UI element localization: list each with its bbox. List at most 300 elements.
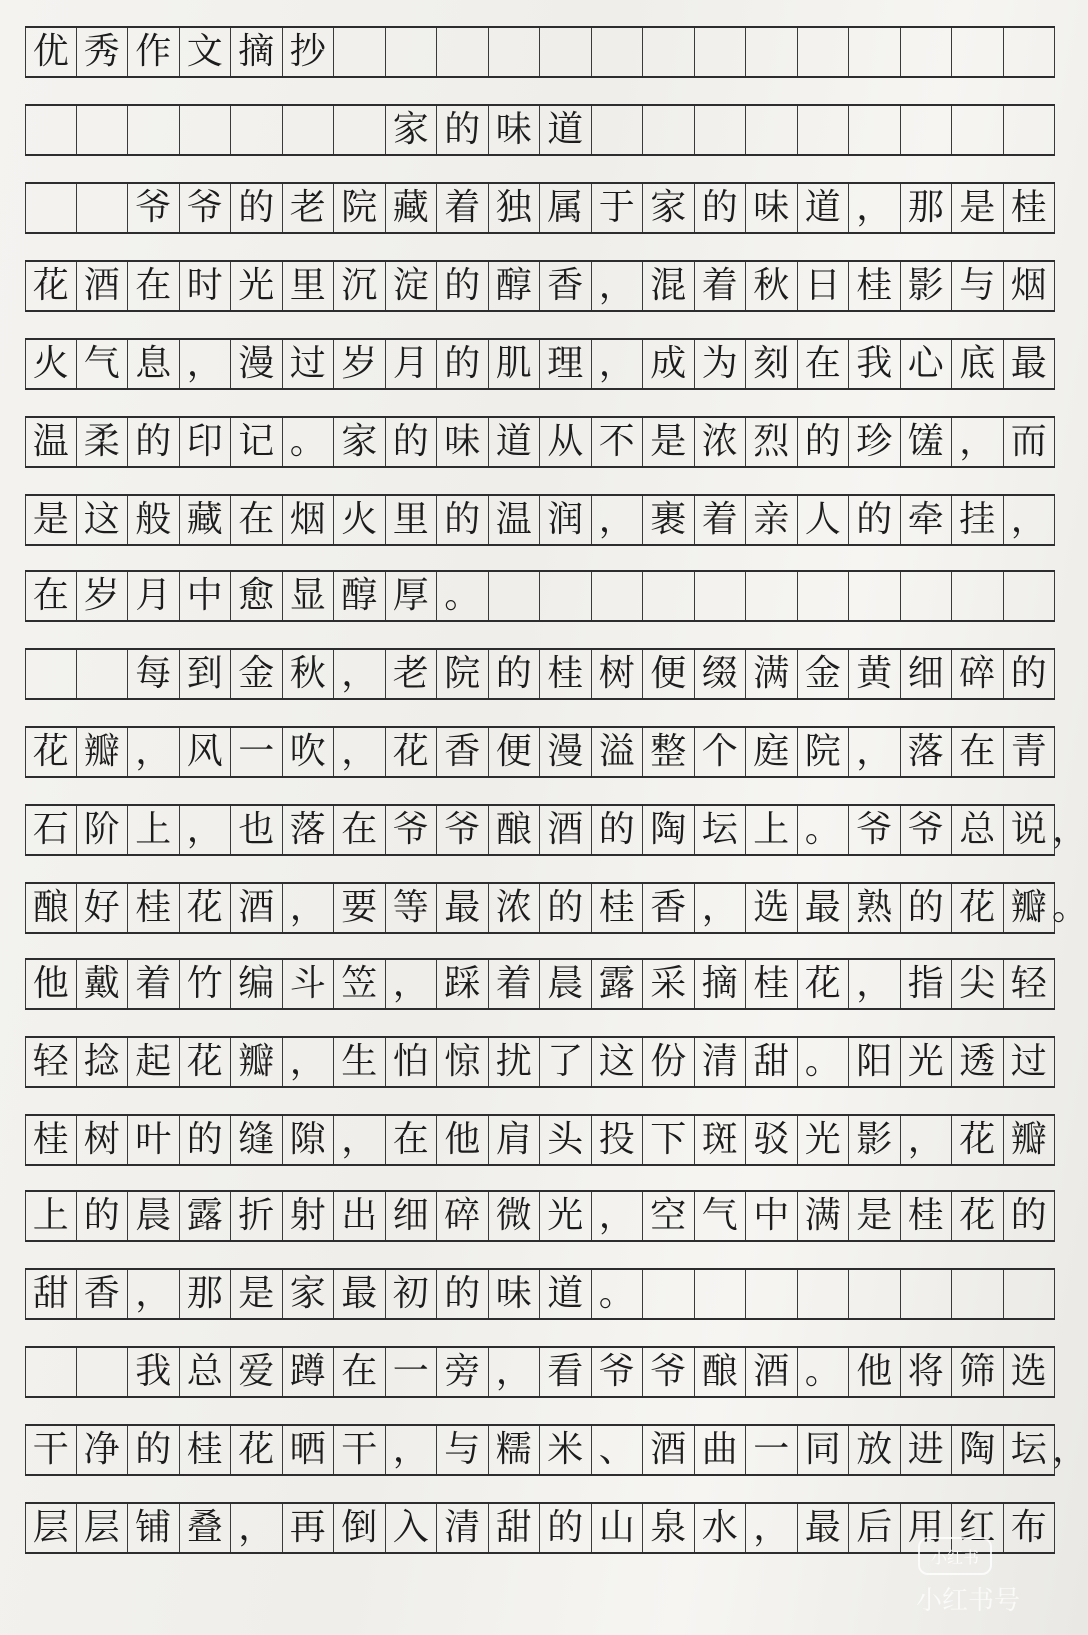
grid-cell: ，	[695, 884, 747, 932]
grid-cell: 晒	[283, 1426, 335, 1474]
grid-cell: 理	[540, 340, 592, 388]
grid-cell	[798, 28, 850, 76]
grid-cell: 的	[437, 262, 489, 310]
grid-cell: 院	[437, 650, 489, 698]
grid-cell: 甜	[746, 1038, 798, 1086]
grid-cell: 放	[849, 1426, 901, 1474]
grid-cell: 了	[540, 1038, 592, 1086]
grid-cell: 香	[540, 262, 592, 310]
grid-cell: 石	[25, 806, 77, 854]
grid-cell: 的	[231, 184, 283, 232]
grid-cell: 叠	[180, 1504, 232, 1552]
text-row	[25, 416, 1055, 468]
grid-cell: 的	[1004, 1192, 1056, 1240]
grid-cell: 肩	[489, 1116, 541, 1164]
grid-cell: ，	[334, 1116, 386, 1164]
grid-cell: 文	[180, 28, 232, 76]
grid-cell	[952, 106, 1004, 154]
grid-cell: 曲	[695, 1426, 747, 1474]
grid-cell: 着	[695, 262, 747, 310]
grid-cell: 花	[952, 884, 1004, 932]
grid-cell	[746, 106, 798, 154]
grid-cell: 沉	[334, 262, 386, 310]
grid-cell: 味	[437, 418, 489, 466]
grid-cell: 的	[128, 418, 180, 466]
grid-cell: 瓣	[77, 728, 129, 776]
watermark-logo: 小红书	[918, 1537, 992, 1575]
grid-cell: ，	[849, 960, 901, 1008]
grid-cell	[952, 1270, 1004, 1318]
overflow-punctuation: ，	[1052, 809, 1088, 850]
grid-cell: ，	[1004, 496, 1056, 544]
grid-cell: 树	[77, 1116, 129, 1164]
grid-cell: 选	[746, 884, 798, 932]
grid-cell: 桂	[180, 1426, 232, 1474]
grid-cell: 是	[25, 496, 77, 544]
grid-cell: 温	[25, 418, 77, 466]
grid-cell	[1004, 28, 1056, 76]
grid-cell	[643, 106, 695, 154]
text-row	[25, 1190, 1055, 1242]
grid-cell: 爷	[849, 806, 901, 854]
grid-cell: 院	[334, 184, 386, 232]
grid-cell: 花	[180, 884, 232, 932]
grid-cell	[901, 106, 953, 154]
grid-cell: 酒	[746, 1348, 798, 1396]
grid-cell: 味	[489, 106, 541, 154]
grid-cell	[952, 28, 1004, 76]
grid-cell: 抄	[283, 28, 335, 76]
grid-cell	[334, 106, 386, 154]
grid-cell: 而	[1004, 418, 1056, 466]
grid-cell: 老	[386, 650, 438, 698]
grid-cell: 红	[952, 1504, 1004, 1552]
grid-cell: 的	[592, 806, 644, 854]
grid-cell	[1004, 106, 1056, 154]
watermark-text: 小红书号	[915, 1585, 1020, 1615]
grid-cell: ，	[901, 1116, 953, 1164]
grid-cell: 光	[540, 1192, 592, 1240]
grid-cell: 后	[849, 1504, 901, 1552]
grid-cell: 淀	[386, 262, 438, 310]
grid-cell: ，	[489, 1348, 541, 1396]
grid-cell: ，	[334, 728, 386, 776]
grid-cell: 于	[592, 184, 644, 232]
grid-cell: 倒	[334, 1504, 386, 1552]
grid-cell: 熟	[849, 884, 901, 932]
grid-cell: 中	[180, 572, 232, 620]
grid-cell: 、	[592, 1426, 644, 1474]
grid-cell: 晨	[540, 960, 592, 1008]
grid-cell: 总	[180, 1348, 232, 1396]
grid-cell: 到	[180, 650, 232, 698]
grid-cell: 醇	[334, 572, 386, 620]
grid-cell: 亲	[746, 496, 798, 544]
grid-cell: 这	[77, 496, 129, 544]
grid-cell	[540, 572, 592, 620]
grid-cell: 同	[798, 1426, 850, 1474]
grid-cell: 在	[334, 806, 386, 854]
grid-cell	[849, 28, 901, 76]
grid-cell: 缀	[695, 650, 747, 698]
grid-cell: 好	[77, 884, 129, 932]
grid-cell	[283, 106, 335, 154]
grid-cell: 那	[901, 184, 953, 232]
grid-cell: 最	[798, 1504, 850, 1552]
grid-cell: 溢	[592, 728, 644, 776]
grid-cell: 上	[25, 1192, 77, 1240]
grid-cell: 。	[592, 1270, 644, 1318]
grid-cell: 花	[25, 262, 77, 310]
grid-cell: 一	[231, 728, 283, 776]
grid-cell: 在	[25, 572, 77, 620]
grid-cell: 生	[334, 1038, 386, 1086]
grid-cell: 头	[540, 1116, 592, 1164]
grid-cell	[128, 106, 180, 154]
grid-cell: 味	[746, 184, 798, 232]
grid-cell: 桂	[1004, 184, 1056, 232]
grid-cell: 花	[952, 1192, 1004, 1240]
grid-cell: 秋	[746, 262, 798, 310]
grid-cell: 珍	[849, 418, 901, 466]
grid-cell: 烈	[746, 418, 798, 466]
grid-cell: 糯	[489, 1426, 541, 1474]
grid-cell: 再	[283, 1504, 335, 1552]
grid-cell: 优	[25, 28, 77, 76]
grid-cell: 底	[952, 340, 1004, 388]
grid-cell: 爷	[180, 184, 232, 232]
grid-cell	[25, 1348, 77, 1396]
grid-cell	[695, 106, 747, 154]
grid-cell: 酿	[489, 806, 541, 854]
grid-cell: 桂	[128, 884, 180, 932]
grid-cell: 爷	[386, 806, 438, 854]
grid-cell: ，	[283, 884, 335, 932]
grid-cell: 成	[643, 340, 695, 388]
grid-cell: ，	[180, 340, 232, 388]
grid-cell: 家	[334, 418, 386, 466]
grid-cell: 润	[540, 496, 592, 544]
text-row	[25, 726, 1055, 778]
grid-cell: 细	[386, 1192, 438, 1240]
grid-cell: ，	[746, 1504, 798, 1552]
grid-cell: 漫	[231, 340, 283, 388]
grid-cell: 属	[540, 184, 592, 232]
grid-cell: 将	[901, 1348, 953, 1396]
grid-cell: 桂	[746, 960, 798, 1008]
grid-cell: 岁	[77, 572, 129, 620]
grid-cell: 浓	[695, 418, 747, 466]
grid-cell: 青	[1004, 728, 1056, 776]
grid-cell: 挂	[952, 496, 1004, 544]
grid-cell: 爷	[437, 806, 489, 854]
grid-cell: 院	[798, 728, 850, 776]
grid-cell: 光	[901, 1038, 953, 1086]
grid-cell: 的	[386, 418, 438, 466]
text-row	[25, 958, 1055, 1010]
grid-cell: 人	[798, 496, 850, 544]
grid-cell: 筛	[952, 1348, 1004, 1396]
grid-cell: 我	[128, 1348, 180, 1396]
grid-cell: 选	[1004, 1348, 1056, 1396]
grid-cell: 碎	[437, 1192, 489, 1240]
grid-cell: 净	[77, 1426, 129, 1474]
grid-cell	[540, 28, 592, 76]
grid-cell	[334, 28, 386, 76]
grid-cell: ，	[180, 806, 232, 854]
grid-cell: 每	[128, 650, 180, 698]
grid-cell: 甜	[489, 1504, 541, 1552]
grid-cell: 柔	[77, 418, 129, 466]
grid-cell: 爷	[128, 184, 180, 232]
grid-cell: 阶	[77, 806, 129, 854]
grid-cell: 道	[540, 106, 592, 154]
grid-cell: 。	[798, 1038, 850, 1086]
grid-cell: 火	[25, 340, 77, 388]
grid-cell: 不	[592, 418, 644, 466]
grid-cell: 爱	[231, 1348, 283, 1396]
grid-cell: 桂	[849, 262, 901, 310]
grid-cell: ，	[334, 650, 386, 698]
grid-cell: 戴	[77, 960, 129, 1008]
grid-cell: 印	[180, 418, 232, 466]
grid-cell: 。	[798, 1348, 850, 1396]
grid-cell	[77, 184, 129, 232]
grid-cell: 显	[283, 572, 335, 620]
grid-cell	[25, 106, 77, 154]
grid-cell: 清	[695, 1038, 747, 1086]
grid-cell: 酒	[231, 884, 283, 932]
grid-cell: ，	[592, 340, 644, 388]
grid-cell: 花	[25, 728, 77, 776]
grid-cell: 月	[386, 340, 438, 388]
grid-cell: 便	[489, 728, 541, 776]
grid-cell: 在	[334, 1348, 386, 1396]
grid-cell: 水	[695, 1504, 747, 1552]
grid-cell: 的	[849, 496, 901, 544]
grid-cell: 醇	[489, 262, 541, 310]
grid-cell: 烟	[283, 496, 335, 544]
grid-cell	[25, 650, 77, 698]
grid-cell: 最	[334, 1270, 386, 1318]
grid-cell: 秋	[283, 650, 335, 698]
grid-cell: 月	[128, 572, 180, 620]
text-row	[25, 1036, 1055, 1088]
grid-cell: 甜	[25, 1270, 77, 1318]
grid-cell: 混	[643, 262, 695, 310]
grid-cell: 米	[540, 1426, 592, 1474]
grid-cell	[592, 106, 644, 154]
grid-cell: 是	[231, 1270, 283, 1318]
grid-cell: ，	[592, 496, 644, 544]
grid-cell: 一	[746, 1426, 798, 1474]
grid-cell: 的	[901, 884, 953, 932]
grid-cell: 干	[25, 1426, 77, 1474]
grid-cell: 酒	[540, 806, 592, 854]
grid-cell	[25, 184, 77, 232]
grid-cell: 用	[901, 1504, 953, 1552]
grid-cell: 碎	[952, 650, 1004, 698]
text-row	[25, 804, 1055, 856]
text-row	[25, 1114, 1055, 1166]
grid-cell: 的	[128, 1426, 180, 1474]
grid-cell: 陶	[643, 806, 695, 854]
grid-cell: 花	[798, 960, 850, 1008]
grid-cell: 息	[128, 340, 180, 388]
grid-cell: 光	[798, 1116, 850, 1164]
grid-cell: 家	[643, 184, 695, 232]
grid-cell: 藏	[386, 184, 438, 232]
grid-cell: 庭	[746, 728, 798, 776]
grid-cell: 笠	[334, 960, 386, 1008]
grid-cell: 坛	[1004, 1426, 1056, 1474]
grid-cell: 花	[386, 728, 438, 776]
text-row	[25, 882, 1055, 934]
grid-cell	[592, 28, 644, 76]
grid-cell: 铺	[128, 1504, 180, 1552]
grid-cell: 里	[386, 496, 438, 544]
grid-cell: 在	[952, 728, 1004, 776]
grid-cell: 他	[25, 960, 77, 1008]
grid-cell: 爷	[901, 806, 953, 854]
grid-cell: 也	[231, 806, 283, 854]
grid-cell: 干	[334, 1426, 386, 1474]
grid-cell: 气	[695, 1192, 747, 1240]
grid-cell	[1004, 1270, 1056, 1318]
grid-cell: 爷	[643, 1348, 695, 1396]
grid-cell	[901, 28, 953, 76]
grid-cell	[798, 1270, 850, 1318]
grid-cell	[849, 106, 901, 154]
grid-cell	[437, 28, 489, 76]
grid-cell: 坛	[695, 806, 747, 854]
grid-cell: 在	[128, 262, 180, 310]
grid-cell: 影	[901, 262, 953, 310]
grid-cell: 桂	[901, 1192, 953, 1240]
grid-cell: 在	[231, 496, 283, 544]
grid-cell: 便	[643, 650, 695, 698]
grid-cell	[489, 28, 541, 76]
grid-cell: 尖	[952, 960, 1004, 1008]
grid-cell: 空	[643, 1192, 695, 1240]
grid-cell: ，	[386, 960, 438, 1008]
grid-cell	[798, 106, 850, 154]
grid-cell: 酿	[695, 1348, 747, 1396]
grid-cell: 一	[386, 1348, 438, 1396]
grid-cell: 看	[540, 1348, 592, 1396]
grid-cell	[746, 28, 798, 76]
grid-cell: 家	[386, 106, 438, 154]
grid-cell: 山	[592, 1504, 644, 1552]
grid-cell: 香	[437, 728, 489, 776]
grid-cell: 秀	[77, 28, 129, 76]
grid-cell: 气	[77, 340, 129, 388]
grid-cell	[849, 1270, 901, 1318]
grid-cell: 爷	[592, 1348, 644, 1396]
grid-cell: 花	[231, 1426, 283, 1474]
grid-cell: 酒	[643, 1426, 695, 1474]
text-row	[25, 260, 1055, 312]
grid-cell: 道	[489, 418, 541, 466]
grid-cell: 岁	[334, 340, 386, 388]
grid-cell: 厚	[386, 572, 438, 620]
grid-cell: 我	[849, 340, 901, 388]
grid-cell: 藏	[180, 496, 232, 544]
grid-cell: 最	[437, 884, 489, 932]
grid-cell: 金	[231, 650, 283, 698]
grid-cell: 温	[489, 496, 541, 544]
grid-cell: 花	[952, 1116, 1004, 1164]
grid-cell	[901, 572, 953, 620]
grid-cell: 瓣	[1004, 1116, 1056, 1164]
grid-cell: 说	[1004, 806, 1056, 854]
grid-cell: 叶	[128, 1116, 180, 1164]
grid-cell: 等	[386, 884, 438, 932]
grid-cell: 香	[77, 1270, 129, 1318]
grid-cell: 桂	[25, 1116, 77, 1164]
text-row	[25, 338, 1055, 390]
grid-cell: 花	[180, 1038, 232, 1086]
grid-cell: 漫	[540, 728, 592, 776]
text-row	[25, 1346, 1055, 1398]
grid-cell: 的	[489, 650, 541, 698]
header-row	[25, 26, 1055, 78]
grid-cell: 踩	[437, 960, 489, 1008]
grid-cell: 泉	[643, 1504, 695, 1552]
grid-cell: 火	[334, 496, 386, 544]
grid-cell: 起	[128, 1038, 180, 1086]
grid-cell: ，	[128, 1270, 180, 1318]
grid-cell	[1004, 572, 1056, 620]
grid-cell: 味	[489, 1270, 541, 1318]
overflow-punctuation: ，	[1052, 1429, 1088, 1470]
grid-cell: 怕	[386, 1038, 438, 1086]
grid-cell: 酿	[25, 884, 77, 932]
grid-cell: 他	[437, 1116, 489, 1164]
grid-cell: 牵	[901, 496, 953, 544]
grid-cell: 酒	[77, 262, 129, 310]
grid-cell: 这	[592, 1038, 644, 1086]
title-row	[25, 104, 1055, 156]
grid-cell: 树	[592, 650, 644, 698]
grid-cell: 作	[128, 28, 180, 76]
text-row	[25, 494, 1055, 546]
grid-cell: 从	[540, 418, 592, 466]
grid-cell: 摘	[231, 28, 283, 76]
grid-cell	[849, 572, 901, 620]
grid-cell: 的	[695, 184, 747, 232]
grid-cell: 香	[643, 884, 695, 932]
grid-cell: 落	[901, 728, 953, 776]
text-row	[25, 1268, 1055, 1320]
grid-cell: 入	[386, 1504, 438, 1552]
grid-cell: ，	[952, 418, 1004, 466]
grid-cell	[695, 28, 747, 76]
grid-cell: 金	[798, 650, 850, 698]
grid-cell: 家	[283, 1270, 335, 1318]
grid-cell: 的	[437, 340, 489, 388]
grid-cell: 是	[849, 1192, 901, 1240]
grid-cell: 影	[849, 1116, 901, 1164]
grid-cell	[643, 1270, 695, 1318]
grid-cell: 投	[592, 1116, 644, 1164]
grid-cell	[386, 28, 438, 76]
grid-cell: 最	[1004, 340, 1056, 388]
grid-cell: 摘	[695, 960, 747, 1008]
grid-cell	[952, 572, 1004, 620]
grid-cell: 刻	[746, 340, 798, 388]
grid-cell: 着	[489, 960, 541, 1008]
